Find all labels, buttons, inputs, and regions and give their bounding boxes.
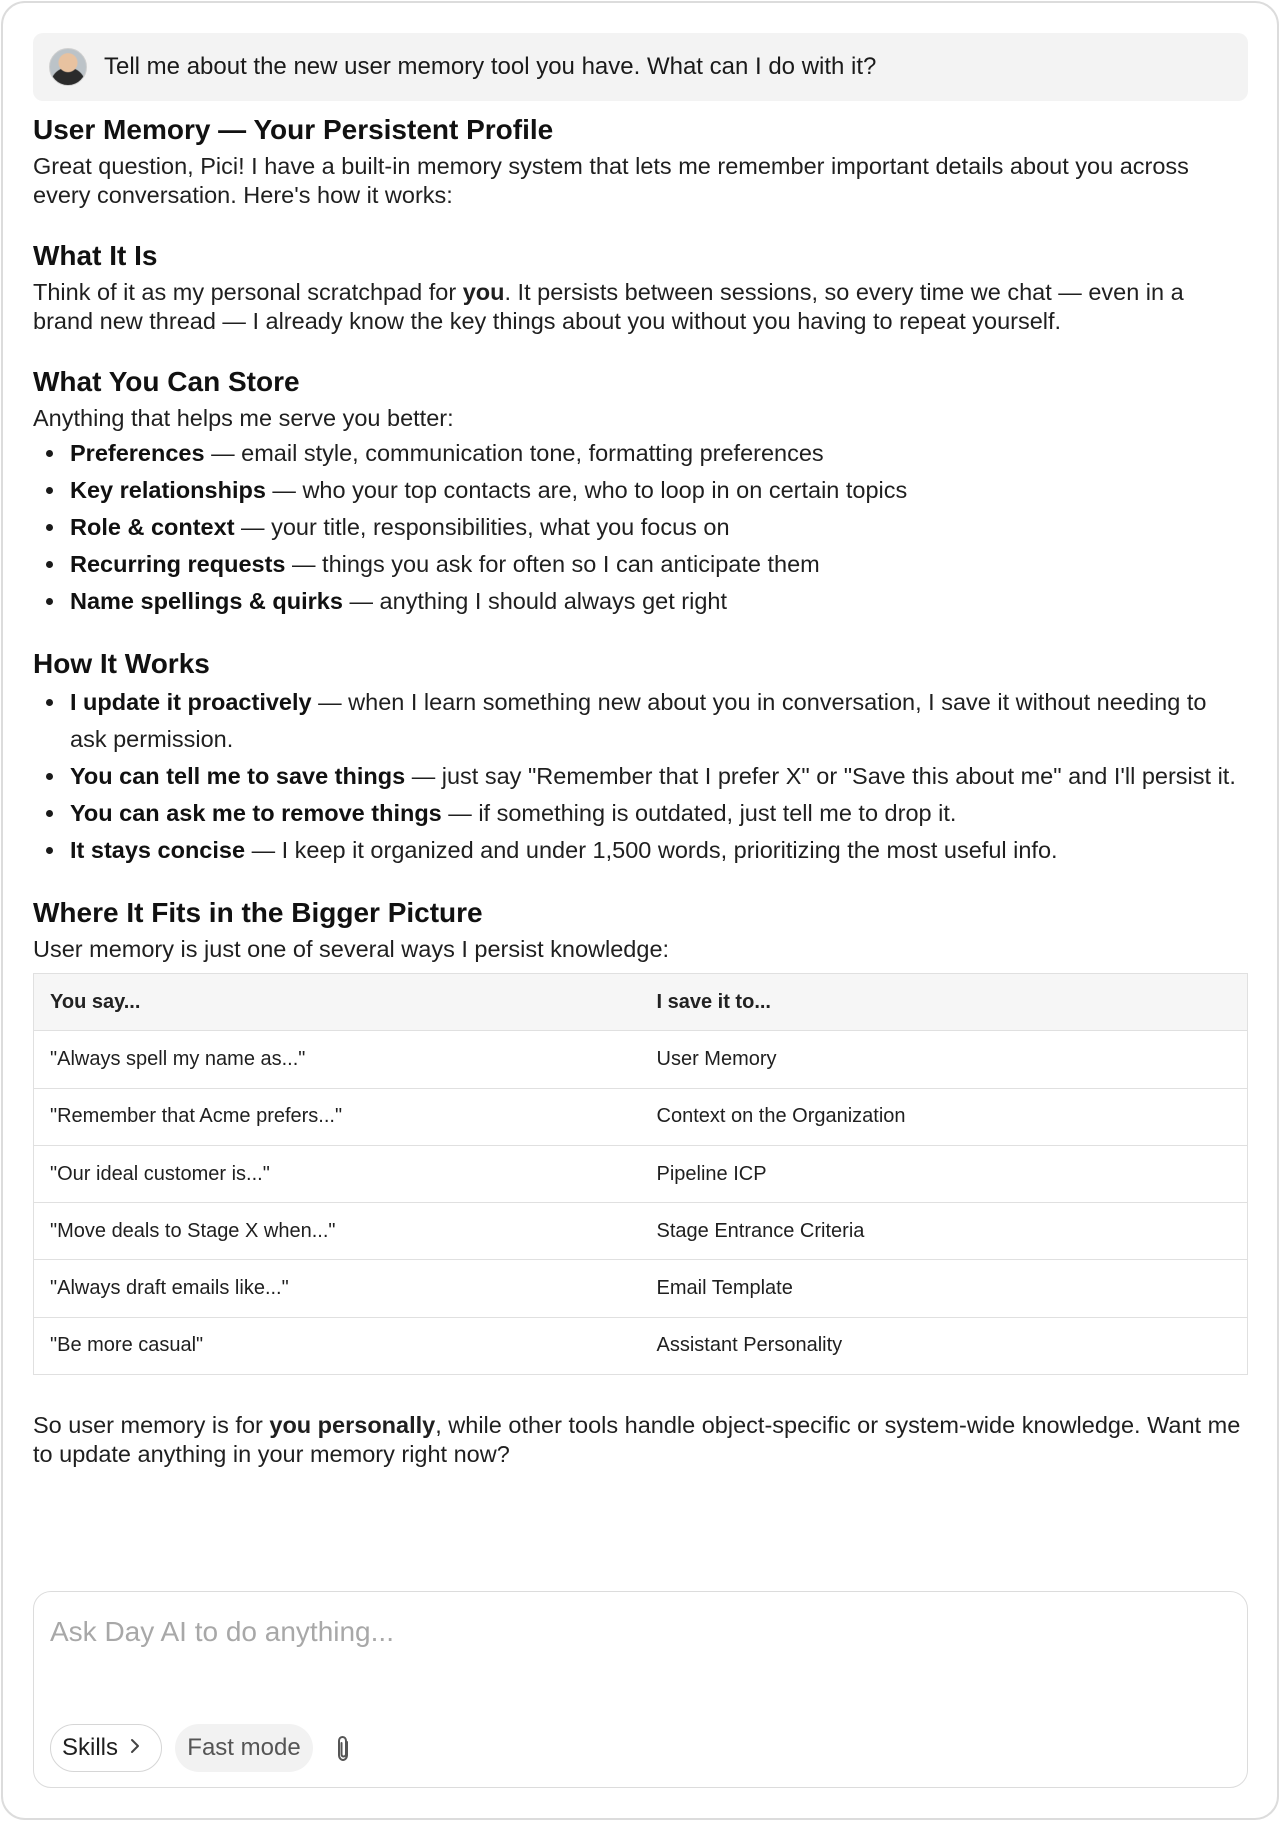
item-text: — anything I should always get right	[342, 588, 727, 614]
closing-paragraph	[33, 1411, 1248, 1469]
list-item	[33, 758, 1248, 795]
item-label: Key relationships	[70, 477, 266, 503]
response-title: User Memory — Your Persistent Profile	[33, 114, 554, 145]
list-item	[33, 795, 1248, 832]
text-segment: So user memory is for	[33, 1412, 270, 1439]
table-header-row	[34, 974, 1248, 1031]
intro-paragraph: Great question, Pici! I have a built-in memory system that lets me remember important details about you across every conversation. Here's how it works:	[33, 153, 1189, 208]
what-it-is-paragraph	[33, 278, 1248, 336]
item-label: Name spellings & quirks	[70, 588, 343, 614]
user-message	[33, 33, 1248, 101]
list-item	[33, 546, 1248, 583]
text-segment: , while other tools handle object-specific or system-wide knowledge. Want me to update anything in your memory right now?	[33, 1412, 1241, 1468]
list-item	[33, 832, 1248, 869]
item-label: You can ask me to remove things	[70, 800, 442, 826]
user-avatar	[49, 48, 87, 86]
table-row	[34, 1203, 1248, 1260]
section-heading-what-you-can-store: What You Can Store	[33, 366, 300, 397]
list-item	[33, 509, 1248, 546]
column-header-you-say: You say...	[34, 974, 641, 1031]
bigger-picture-intro: User memory is just one of several ways I persist knowledge:	[33, 936, 670, 962]
store-list	[33, 435, 1248, 620]
list-item	[33, 472, 1248, 509]
item-label: Role & context	[70, 514, 235, 540]
item-text: — if something is outdated, just tell me to drop it.	[441, 800, 957, 826]
table-cell: "Be more casual"	[34, 1317, 641, 1374]
table-cell: Email Template	[641, 1260, 1248, 1317]
user-message-text: Tell me about the new user memory tool you have. What can I do with it?	[104, 53, 877, 80]
table-cell: "Always draft emails like..."	[34, 1260, 641, 1317]
table-cell: "Always spell my name as..."	[34, 1031, 641, 1088]
conversation	[33, 33, 1248, 1469]
message-composer	[33, 1591, 1248, 1788]
column-header-save-to: I save it to...	[641, 974, 1248, 1031]
skills-label: Skills	[62, 1734, 119, 1761]
item-text: — just say "Remember that I prefer X" or "Save this about me" and I'll persist it.	[405, 763, 1236, 789]
table-cell: Context on the Organization	[641, 1088, 1248, 1145]
table-cell: User Memory	[641, 1031, 1248, 1088]
table-row	[34, 1031, 1248, 1088]
table-cell: Pipeline ICP	[641, 1145, 1248, 1202]
table-cell: Assistant Personality	[641, 1317, 1248, 1374]
item-label: Recurring requests	[70, 551, 286, 577]
how-it-works-list	[33, 684, 1248, 869]
table-row	[34, 1260, 1248, 1317]
list-item	[33, 684, 1248, 758]
text-segment: Think of it as my personal scratchpad for	[33, 279, 463, 305]
paperclip-icon[interactable]	[332, 1734, 356, 1764]
item-label: Preferences	[70, 440, 205, 466]
item-label: You can tell me to save things	[70, 763, 406, 789]
fast-mode-label: Fast mode	[187, 1734, 301, 1761]
emphasis-you-personally: you personally	[269, 1412, 436, 1439]
item-text: — who your top contacts are, who to loop in on certain topics	[265, 477, 908, 503]
table-row	[34, 1145, 1248, 1202]
fast-mode-toggle[interactable]	[175, 1724, 313, 1772]
list-item	[33, 435, 1248, 472]
table-row	[34, 1317, 1248, 1374]
message-input[interactable]	[50, 1616, 1230, 1648]
section-heading-what-it-is: What It Is	[33, 240, 158, 271]
item-text: — your title, responsibilities, what you focus on	[234, 514, 730, 540]
store-intro: Anything that helps me serve you better:	[33, 405, 454, 431]
table-cell: "Move deals to Stage X when..."	[34, 1203, 641, 1260]
chevron-right-icon	[130, 1737, 140, 1760]
knowledge-table	[33, 973, 1248, 1375]
item-label: It stays concise	[70, 837, 246, 863]
item-text: — when I learn something new about you in conversation, I save it without needing to ask permission.	[70, 689, 1207, 752]
table-cell: "Remember that Acme prefers..."	[34, 1088, 641, 1145]
item-text: — I keep it organized and under 1,500 words, prioritizing the most useful info.	[245, 837, 1058, 863]
item-label: I update it proactively	[70, 689, 312, 715]
section-heading-bigger-picture: Where It Fits in the Bigger Picture	[33, 897, 483, 928]
item-text: — email style, communication tone, formatting preferences	[204, 440, 824, 466]
table-cell: Stage Entrance Criteria	[641, 1203, 1248, 1260]
emphasis-you: you	[462, 279, 505, 305]
table-row	[34, 1088, 1248, 1145]
text-segment: . It persists between sessions, so every time we chat — even in a brand new thread — I already know the key things about you without you having to repeat yourself.	[33, 279, 1184, 334]
list-item	[33, 583, 1248, 620]
section-heading-how-it-works: How It Works	[33, 648, 210, 679]
table-cell: "Our ideal customer is..."	[34, 1145, 641, 1202]
item-text: — things you ask for often so I can anticipate them	[285, 551, 820, 577]
skills-button[interactable]	[50, 1724, 162, 1772]
